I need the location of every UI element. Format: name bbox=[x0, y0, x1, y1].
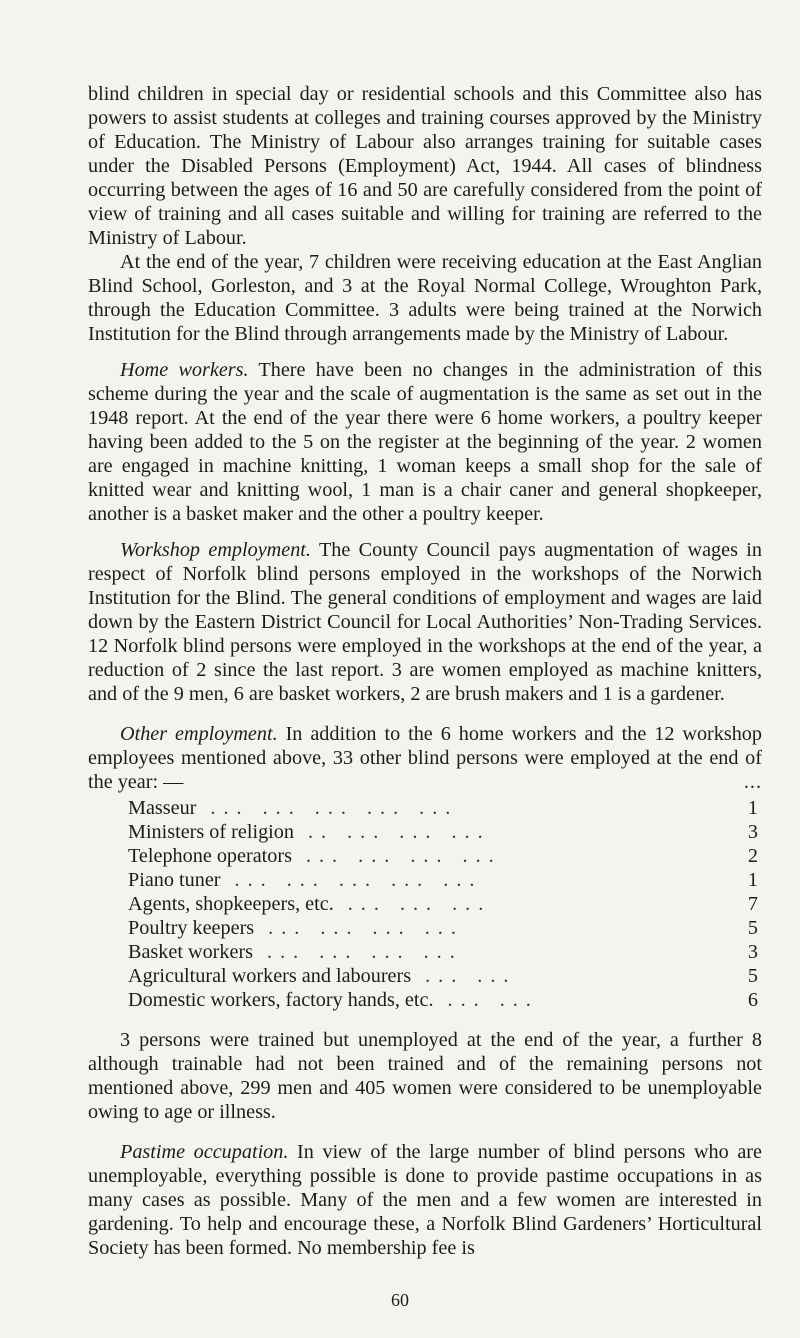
paragraph-unemployed: 3 persons were trained but unemployed at the end of the year, a further 8 although trainable had not been trained and of the remaining persons not mentioned above, 299 men and 405 women were considered to be unemployable owing to age or illness. bbox=[88, 1029, 762, 1123]
row-value: 6 bbox=[747, 989, 758, 1011]
heading-other-employment: Other employment. bbox=[120, 723, 278, 745]
row-value: 1 bbox=[747, 869, 758, 891]
row-leader-dots: ... ... ... ... bbox=[305, 845, 502, 867]
heading-home-workers: Home workers. bbox=[120, 359, 249, 381]
row-leader-dots: ... ... ... ... bbox=[267, 941, 463, 963]
paragraph-education: At the end of the year, 7 children were receiving education at the East Anglian Blind School, Gorleston, and 3 at the Royal Normal College, Wroughton Park, through the Education Committee. 3 adults were being trained at the Norwich Institution for the Blind through arrangements made by the Ministry of Labour. bbox=[88, 251, 762, 345]
row-label: Domestic workers, factory hands, etc. bbox=[128, 989, 434, 1011]
row-value: 5 bbox=[747, 917, 758, 939]
table-row bbox=[128, 964, 758, 988]
heading-workshop-employment: Workshop employment. bbox=[120, 539, 311, 561]
body-home-workers: There have been no changes in the administration of this scheme during the year and the scale of augmentation is the same as set out in the 1948 report. At the end of the year there were 6 home workers, a poultry keeper having been added to the 5 on the register at the beginning of the year. 2 women are engaged in machine knitting, 1 woman keeps a small shop for the sale of knitted wear and knitting wool, 1 man is a chair caner and general shopkeeper, another is a basket maker and the other a poultry keeper. bbox=[88, 359, 762, 525]
row-label: Masseur bbox=[128, 797, 197, 819]
table-row bbox=[128, 796, 758, 820]
paragraph-workshop-employment bbox=[88, 538, 762, 706]
row-label: Basket workers bbox=[128, 941, 254, 963]
row-leader-dots: ... ... bbox=[425, 965, 517, 987]
body-other-employment: In addition to the 6 home workers and the 12 workshop employees mentioned above, 33 other blind persons were employed at the end of the year: — bbox=[88, 723, 762, 793]
row-leader-dots: ... ... ... bbox=[347, 893, 492, 915]
row-value: 1 bbox=[747, 797, 758, 819]
table-row bbox=[128, 820, 758, 844]
row-label: Poultry keepers bbox=[128, 917, 255, 939]
row-label: Piano tuner bbox=[128, 869, 221, 891]
table-row bbox=[128, 868, 758, 892]
row-leader-dots: ... ... ... ... ... bbox=[210, 797, 459, 819]
row-leader-dots: ... ... ... ... bbox=[268, 917, 464, 939]
row-value: 7 bbox=[747, 893, 758, 915]
row-label: Agricultural workers and labourers bbox=[128, 965, 412, 987]
body-pastime-occupation: In view of the large number of blind persons who are unemployable, everything possible is done to provide pastime occupations in as many cases as possible. Many of the men and a few women are interested in gardening. To help and encourage these, a Norfolk Blind Gardeners’ Horticultural Society has been formed. No membership fee is bbox=[88, 1141, 762, 1259]
heading-pastime-occupation: Pastime occupation. bbox=[120, 1141, 289, 1163]
page-number: 60 bbox=[391, 1290, 409, 1310]
paragraph-pastime-occupation bbox=[88, 1140, 762, 1260]
table-row bbox=[128, 940, 758, 964]
paragraph-home-workers bbox=[88, 358, 762, 526]
row-leader-dots: ... ... bbox=[447, 989, 539, 1011]
paragraph-training: blind children in special day or residential schools and this Committee also has powers to assist students at colleges and training courses approved by the Ministry of Education. The Ministry of Labour also arranges training for suitable cases under the Disabled Persons (Employment) Act, 1944. All cases of blindness occurring between the ages of 16 and 50 are carefully considered from the point of view of training and all cases suitable and willing for training are referred to the Ministry of Labour. bbox=[88, 83, 762, 249]
row-leader-dots: .. ... ... ... bbox=[307, 821, 491, 843]
row-label: Agents, shopkeepers, etc. bbox=[128, 893, 334, 915]
row-value: 3 bbox=[747, 821, 758, 843]
employment-table bbox=[128, 796, 758, 1012]
body-workshop-employment: The County Council pays augmentation of wages in respect of Norfolk blind persons employed in the workshops of the Norwich Institution for the Blind. The general conditions of employment and wages are laid down by the Eastern District Council for Local Authorities’ Non-Trading Services. 12 Norfolk blind persons were employed in the workshops at the end of the year, a reduction of 2 since the last report. 3 are women employed as machine knitters, and of the 9 men, 6 are basket workers, 2 are brush makers and 1 is a gardener. bbox=[88, 539, 763, 705]
row-label: Telephone operators bbox=[128, 845, 292, 867]
row-value: 3 bbox=[747, 941, 758, 963]
paragraph-other-employment bbox=[88, 722, 762, 794]
row-label: Ministers of religion bbox=[128, 821, 294, 843]
table-row bbox=[128, 916, 758, 940]
table-row bbox=[128, 988, 758, 1012]
trailing-dots: ... bbox=[743, 771, 762, 793]
table-row bbox=[128, 892, 758, 916]
row-leader-dots: ... ... ... ... ... bbox=[234, 869, 483, 891]
row-value: 2 bbox=[747, 845, 758, 867]
row-value: 5 bbox=[747, 965, 758, 987]
table-row bbox=[128, 844, 758, 868]
